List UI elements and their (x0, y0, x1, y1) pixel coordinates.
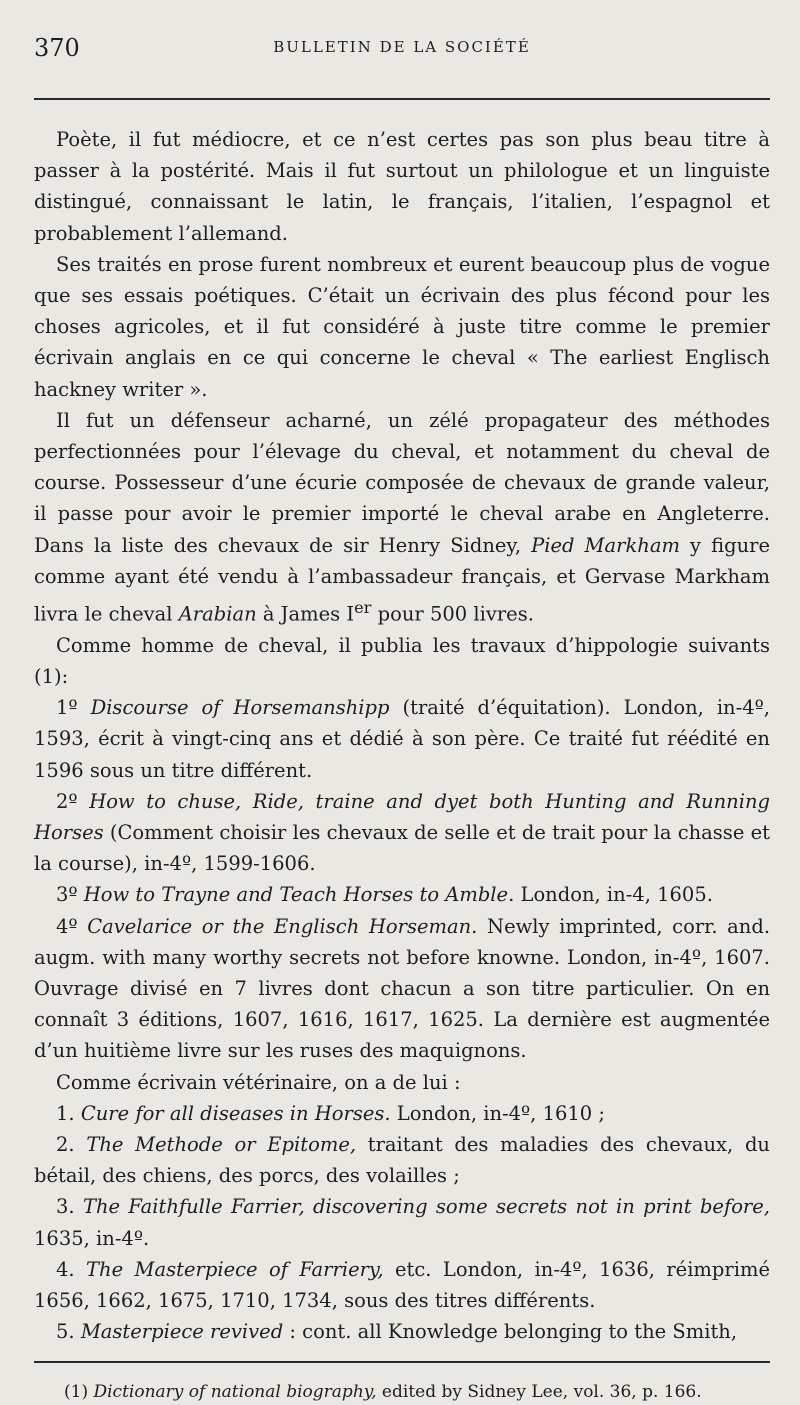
list-text: (Comment choisir les chevaux de selle et de trait pour la chasse et la course), in-4º, 1599-1606. (34, 820, 770, 876)
list-title: How to chuse, Ride, traine and dyet both Hunting and Running Horses (34, 789, 770, 844)
list-title: Masterpiece revived (80, 1320, 284, 1344)
list-item (34, 692, 770, 786)
list-text: : cont. all Knowledge belonging to the Smith, (283, 1320, 738, 1344)
footnote-text: edited by Sidney Lee, vol. 36, p. 166. (376, 1382, 702, 1403)
list-number: 2. (56, 1133, 87, 1156)
list-item (34, 1254, 770, 1316)
list-item (34, 786, 770, 880)
footnote-marker: (1) (64, 1382, 94, 1403)
paragraph-treatises: Ses traités en prose furent nombreux et eurent beaucoup plus de vogue que ses essais poétiques. C’était un écrivain des plus fécond pour les choses agricoles, et il fut considéré à juste titre comme le premier écrivain anglais en ce qui concerne le cheval « The earliest Englisch hackney writer ». (34, 252, 770, 401)
running-title: BULLETIN DE LA SOCIÉTÉ (273, 38, 531, 56)
list-text: London, in-4º, 1610 ; (390, 1101, 605, 1125)
list-item (34, 879, 770, 910)
footnote-title: Dictionary of national biography, (93, 1382, 377, 1403)
page-header (34, 30, 770, 70)
list-number: 4. (56, 1257, 87, 1281)
list-number: 2º (56, 789, 90, 813)
list-title: Discourse of Horsemanshipp (90, 696, 390, 720)
list-title: The Faithfulle Farrier, discovering some secrets not in print before, (82, 1195, 770, 1219)
list-text: etc. London, in-4º, 1636, réimprimé 1656, 1662, 1675, 1710, 1734, sous des titres différents. (34, 1257, 770, 1313)
list-item (34, 911, 770, 1067)
list-title: The Methode or Epitome, (86, 1133, 357, 1156)
list-text: Newly imprinted, corr. and. augm. with many worthy secrets not before knowne. London, in-4º, 1607. Ouvrage divisé en 7 livres dont chacun a son titre particulier. On en connaît 3 éditions, 1607, 1616, 1617, 1625. La dernière est augmentée d’un huitième livre sur les ruses des maquignons. (34, 914, 771, 1063)
paragraph-poet: Poète, il fut médiocre, et ce n’est certes pas son plus beau titre à passer à la postérité. Mais il fut surtout un philologue et un linguiste distingué, connaissant le latin, le français, l’italien, l’espagnol et probablement l’allemand. (34, 128, 770, 245)
list-text: London, in-4, 1605. (514, 883, 713, 907)
list-text: (traité d’équitation). London, in-4º, 1593, écrit à vingt-cinq ans et dédié à son père. Ce traité fut réédité en 1596 sous un titre différent. (34, 696, 770, 782)
list-number: 4º (56, 914, 88, 938)
text-fragment: y figure comme ayant été vendu à l’ambassadeur français, et Gervase Markham livra le cheval (34, 533, 771, 626)
body-text (34, 124, 770, 1347)
list-title: The Masterpiece of Farriery, (86, 1257, 384, 1281)
list-title: Cavelarice or the Englisch Horseman. (87, 914, 478, 938)
list-number: 1. (56, 1101, 81, 1125)
list-item (34, 1191, 770, 1253)
list-item (34, 1316, 770, 1347)
paragraph-hippology-intro: Comme homme de cheval, il publia les travaux d’hippologie suivants (1): (34, 633, 770, 688)
list-item (34, 1098, 770, 1129)
text-fragment: pour 500 livres. (371, 602, 534, 626)
list-title: How to Trayne and Teach Horses to Amble. (83, 883, 515, 907)
list-number: 3. (56, 1195, 83, 1219)
list-item (34, 1129, 770, 1191)
text-fragment: à James I (256, 602, 355, 626)
italic-horse-name: Pied Markham (531, 533, 680, 557)
list-number: 5. (56, 1320, 81, 1344)
list-text: traitant des maladies des chevaux, du bétail, des chiens, des porcs, des volailles ; (34, 1133, 770, 1188)
superscript: er (354, 598, 372, 618)
list-text: 1635, in-4º. (34, 1226, 150, 1250)
header-rule (34, 98, 770, 100)
paragraph-vet-intro: Comme écrivain vétérinaire, on a de lui : (56, 1070, 461, 1094)
italic-horse-name: Arabian (178, 602, 257, 626)
text-fragment: Il fut un défenseur acharné, un zélé propagateur des méthodes perfectionnées pour l’élevage du cheval, et notamment du cheval de course. Possesseur d’une écurie composée de chevaux de grande valeur, il passe pour avoir le premier importé le cheval arabe en Angleterre. Dans la liste des chevaux de sir Henry Sidney, (34, 408, 770, 557)
list-title: Cure for all diseases in Horses. (80, 1101, 391, 1125)
footnote-rule (34, 1361, 770, 1363)
footnote (34, 1379, 770, 1405)
list-number: 1º (56, 696, 91, 720)
paragraph-breeding (34, 405, 770, 630)
page-number: 370 (34, 34, 80, 62)
list-number: 3º (56, 883, 84, 907)
